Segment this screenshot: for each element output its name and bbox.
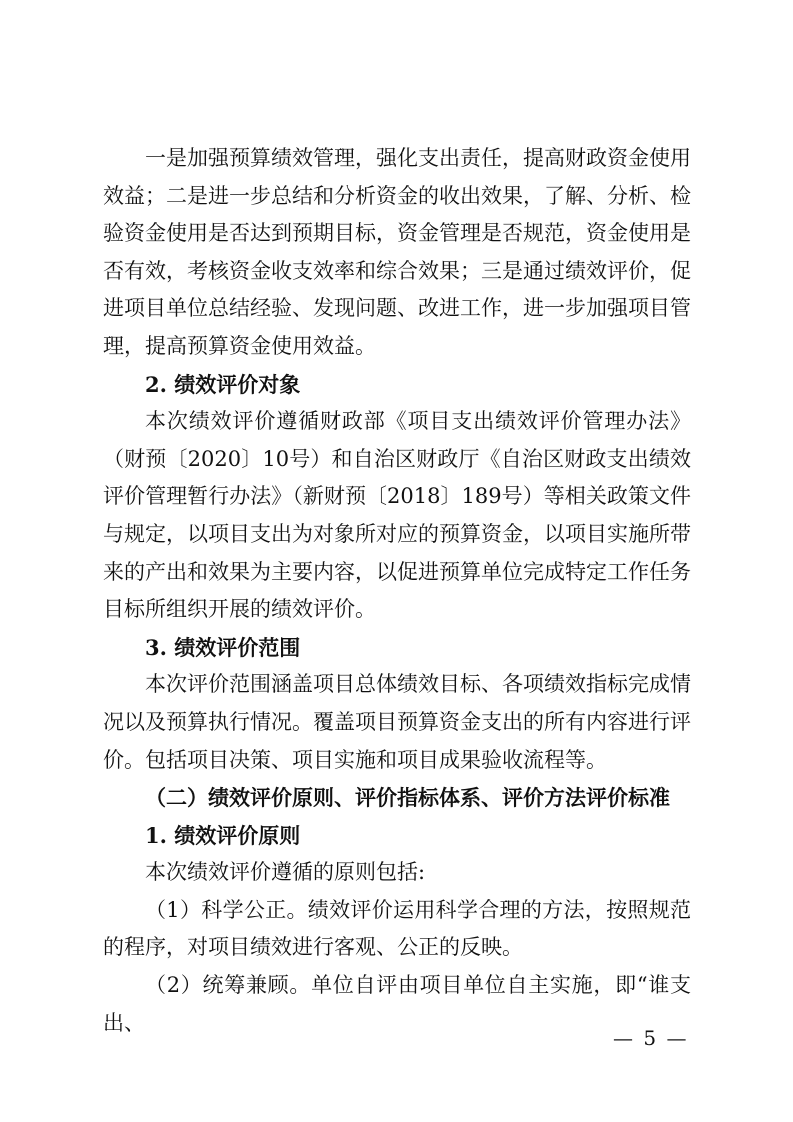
heading-evaluation-object: 2. 绩效评价对象 (145, 371, 301, 397)
heading-evaluation-principles: 1. 绩效评价原则 (145, 822, 301, 848)
section-heading-principles: （二）绩效评价原则、评价指标体系、评价方法评价标准 (145, 785, 670, 811)
paragraph-purpose: 一是加强预算绩效管理，强化支出责任，提高财政资金使用效益；二是进一步总结和分析资金的收出效果，了解、分析、检验资金使用是否达到预期目标，资金管理是否规范，资金使用是否有效，考核资金收支效率和综合效果；三是通过绩效评价，促进项目单位总结经验、发现问题、改进工作，进一步加强项目管理，提高预算资金使用效益。 (103, 146, 691, 358)
paragraph-evaluation-object: 本次绩效评价遵循财政部《项目支出绩效评价管理办法》（财预〔2020〕10号）和自治区财政厅《自治区财政支出绩效评价管理暂行办法》（新财预〔2018〕189号）等相关政策文件与规定，以项目支出为对象所对应的预算资金，以项目实施所带来的产出和效果为主要内容，以促进预算单位完成特定工作任务目标所组织开展的绩效评价。 (103, 409, 691, 622)
paragraph-evaluation-scope: 本次评价范围涵盖项目总体绩效目标、各项绩效指标完成情况以及预算执行情况。覆盖项目预算资金支出的所有内容进行评价。包括项目决策、项目实施和项目成果验收流程等。 (103, 672, 691, 772)
paragraph-principles-intro: 本次绩效评价遵循的原则包括: (145, 860, 426, 885)
paragraph-principle-1: （1）科学公正。绩效评价运用科学合理的方法，按照规范的程序，对项目绩效进行客观、公正的反映。 (103, 897, 691, 960)
document-body (103, 140, 691, 1042)
paragraph-principle-2: （2）统筹兼顾。单位自评由项目单位自主实施，即“谁支出、 (103, 973, 691, 1035)
page-number: — 5 — (613, 1026, 689, 1050)
heading-evaluation-scope: 3. 绩效评价范围 (145, 634, 301, 660)
